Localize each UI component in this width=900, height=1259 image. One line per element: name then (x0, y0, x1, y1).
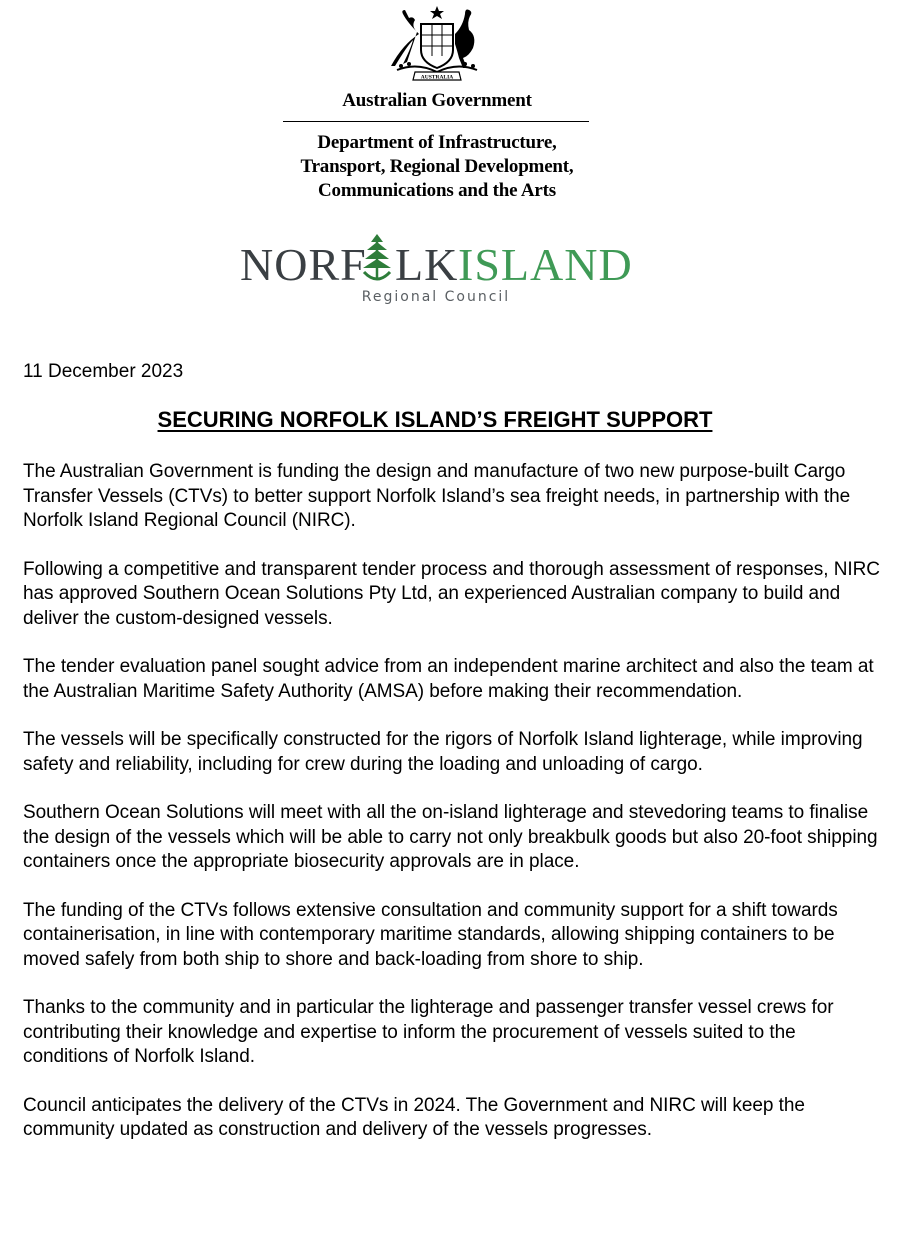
logo-word-lk: LK (395, 239, 459, 290)
body-paragraph: Council anticipates the delivery of the CTVs in 2024. The Government and NIRC will keep the community updated as construction and delivery of the vessels progresses. (23, 1094, 805, 1140)
document-title: SECURING NORFOLK ISLAND’S FREIGHT SUPPORT (157, 407, 713, 432)
body-paragraph: Southern Ocean Solutions will meet with all the on-island lighterage and stevedoring teams to finalise the design of the vessels which will be able to carry not only breakbulk goods but also 20-foot shipping containers once the appropriate biosecurity approvals are in place. (23, 802, 878, 872)
body-paragraph: Thanks to the community and in particular the lighterage and passenger transfer vessel crews for contributing their knowledge and expertise to inform the procurement of vessels suited to the conditions of Norfolk Island. (23, 997, 834, 1067)
logo-word-island: ISLAND (458, 239, 633, 290)
body-paragraph: The Australian Government is funding the design and manufacture of two new purpose-built Cargo Transfer Vessels (CTVs) to better support Norfolk Island’s sea freight needs, in partnership with the Norfolk Island Regional Council (NIRC). (23, 461, 851, 531)
norfolk-island-regional-council-logo (238, 228, 634, 306)
norfolk-pine-icon (363, 234, 391, 280)
body-paragraph: The vessels will be specifically constructed for the rigors of Norfolk Island lighterage, while improving safety and reliability, including for crew during the loading and unloading of cargo. (23, 729, 863, 775)
department-line: Communications and the Arts (318, 180, 556, 201)
document-date: 11 December 2023 (23, 361, 184, 382)
body-paragraph: The tender evaluation panel sought advice from an independent marine architect and also the team at the Australian Maritime Safety Authority (AMSA) before making their recommendation. (23, 656, 874, 702)
coat-of-arms-crest (377, 4, 497, 84)
body-paragraph: Following a competitive and transparent tender process and thorough assessment of responses, NIRC has approved Southern Ocean Solutions Pty Ltd, an experienced Australian company to build and deliver the custom-designed vessels. (23, 558, 880, 629)
government-title: Australian Government (342, 90, 532, 111)
document-body (23, 460, 883, 1167)
header-divider (283, 121, 589, 122)
body-paragraph: The funding of the CTVs follows extensive consultation and community support for a shift towards containerisation, in line with contemporary maritime standards, allowing shipping containers to be moved safely from both ship to shore and back-loading from shore to ship. (23, 899, 838, 970)
logo-word-norf: NORF (240, 239, 367, 290)
crest-scroll-text: AUSTRALIA (420, 74, 454, 81)
department-line: Transport, Regional Development, (300, 156, 574, 177)
department-line: Department of Infrastructure, (317, 132, 557, 153)
department-name (262, 131, 612, 203)
logo-subtitle: Regional Council (361, 289, 511, 305)
